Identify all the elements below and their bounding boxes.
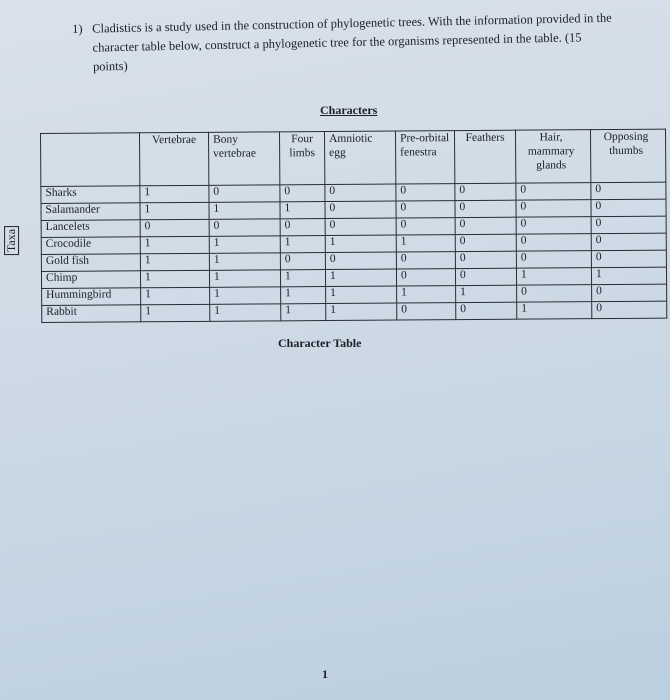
character-value: 0 <box>209 185 280 202</box>
header-vertebrae: Vertebrae <box>140 132 209 185</box>
header-preorbital-fenestra: Pre-orbital fenestra <box>395 131 454 184</box>
character-value: 0 <box>516 217 591 235</box>
table-body <box>41 182 667 322</box>
character-value: 1 <box>456 285 517 302</box>
table-row <box>42 301 667 322</box>
character-value: 1 <box>280 270 325 287</box>
character-value: 0 <box>396 269 455 286</box>
character-value: 1 <box>140 236 209 253</box>
character-value: 1 <box>280 236 325 253</box>
character-value: 1 <box>397 286 456 303</box>
characters-heading: Characters <box>320 103 378 117</box>
question-text: Cladistics is a study used in the construction of phylogenetic trees. With the information provided in the character table below, construct a phylogenetic tree for the organisms represented in the table. (15 points) <box>92 10 612 74</box>
character-value: 1 <box>325 269 396 286</box>
character-value: 1 <box>140 202 209 219</box>
character-value: 1 <box>326 286 397 303</box>
character-value: 0 <box>280 219 325 236</box>
character-value: 0 <box>325 201 396 218</box>
character-value: 1 <box>210 287 281 304</box>
table-header-row <box>41 129 666 186</box>
character-value: 1 <box>209 202 280 219</box>
taxon-name: Salamander <box>41 203 140 221</box>
character-value: 0 <box>455 251 516 268</box>
character-value: 0 <box>516 200 591 218</box>
character-value: 0 <box>456 302 517 319</box>
character-value: 1 <box>325 235 396 252</box>
character-value: 0 <box>455 217 516 234</box>
character-value: 1 <box>140 185 209 202</box>
table-caption: Character Table <box>278 336 362 350</box>
character-value: 0 <box>516 251 591 269</box>
character-value: 0 <box>455 268 516 285</box>
taxon-name: Rabbit <box>42 305 141 323</box>
character-value: 1 <box>281 287 326 304</box>
header-bony-vertebrae: Bony vertebrae <box>208 132 279 185</box>
header-four-limbs: Four limbs <box>279 132 324 185</box>
character-value: 1 <box>396 235 455 252</box>
character-value: 0 <box>455 183 516 200</box>
character-value: 0 <box>280 253 325 270</box>
character-value: 0 <box>592 284 667 302</box>
character-value: 0 <box>325 184 396 201</box>
character-value: 0 <box>396 201 455 218</box>
character-value: 0 <box>516 183 591 201</box>
character-value: 1 <box>516 268 591 286</box>
character-value: 1 <box>210 304 281 321</box>
character-value: 0 <box>591 216 666 234</box>
taxa-axis-label: Taxa <box>0 220 24 260</box>
character-value: 0 <box>325 252 396 269</box>
character-value: 0 <box>397 303 456 320</box>
header-corner <box>41 133 140 187</box>
character-value: 1 <box>517 302 592 320</box>
taxon-name: Sharks <box>41 186 140 204</box>
taxon-name: Lancelets <box>41 220 140 238</box>
character-value: 0 <box>140 219 209 236</box>
taxon-name: Hummingbird <box>42 288 141 306</box>
character-value: 0 <box>591 199 666 217</box>
character-value: 0 <box>516 234 591 252</box>
question-block <box>72 9 613 77</box>
character-value: 0 <box>591 250 666 268</box>
character-value: 0 <box>592 301 667 319</box>
character-value: 0 <box>517 285 592 303</box>
character-value: 1 <box>591 267 666 285</box>
character-value: 0 <box>455 234 516 251</box>
question-number: 1) <box>72 21 83 36</box>
header-feathers: Feathers <box>454 130 515 183</box>
character-value: 0 <box>325 218 396 235</box>
header-amniotic-egg: Amniotic egg <box>324 131 395 184</box>
character-value: 1 <box>141 304 210 321</box>
taxon-name: Chimp <box>41 271 140 289</box>
character-value: 1 <box>140 270 209 287</box>
header-opposing-thumbs: Opposing thumbs <box>590 129 665 183</box>
character-value: 0 <box>591 233 666 251</box>
character-value: 0 <box>280 185 325 202</box>
character-value: 1 <box>281 304 326 321</box>
character-value: 0 <box>396 218 455 235</box>
page-number: 1 <box>322 667 328 681</box>
character-value: 1 <box>326 303 397 320</box>
character-value: 0 <box>455 200 516 217</box>
character-value: 1 <box>140 253 209 270</box>
header-hair-mammary-glands: Hair, mammary glands <box>515 130 590 184</box>
character-value: 1 <box>209 270 280 287</box>
character-value: 1 <box>209 253 280 270</box>
character-value: 0 <box>396 184 455 201</box>
character-value: 0 <box>209 219 280 236</box>
character-value: 1 <box>280 202 325 219</box>
taxon-name: Gold fish <box>41 254 140 272</box>
character-value: 0 <box>591 182 666 200</box>
character-value: 1 <box>209 236 280 253</box>
taxon-name: Crocodile <box>41 237 140 255</box>
character-table <box>40 129 667 323</box>
character-value: 0 <box>396 252 455 269</box>
character-value: 1 <box>141 287 210 304</box>
